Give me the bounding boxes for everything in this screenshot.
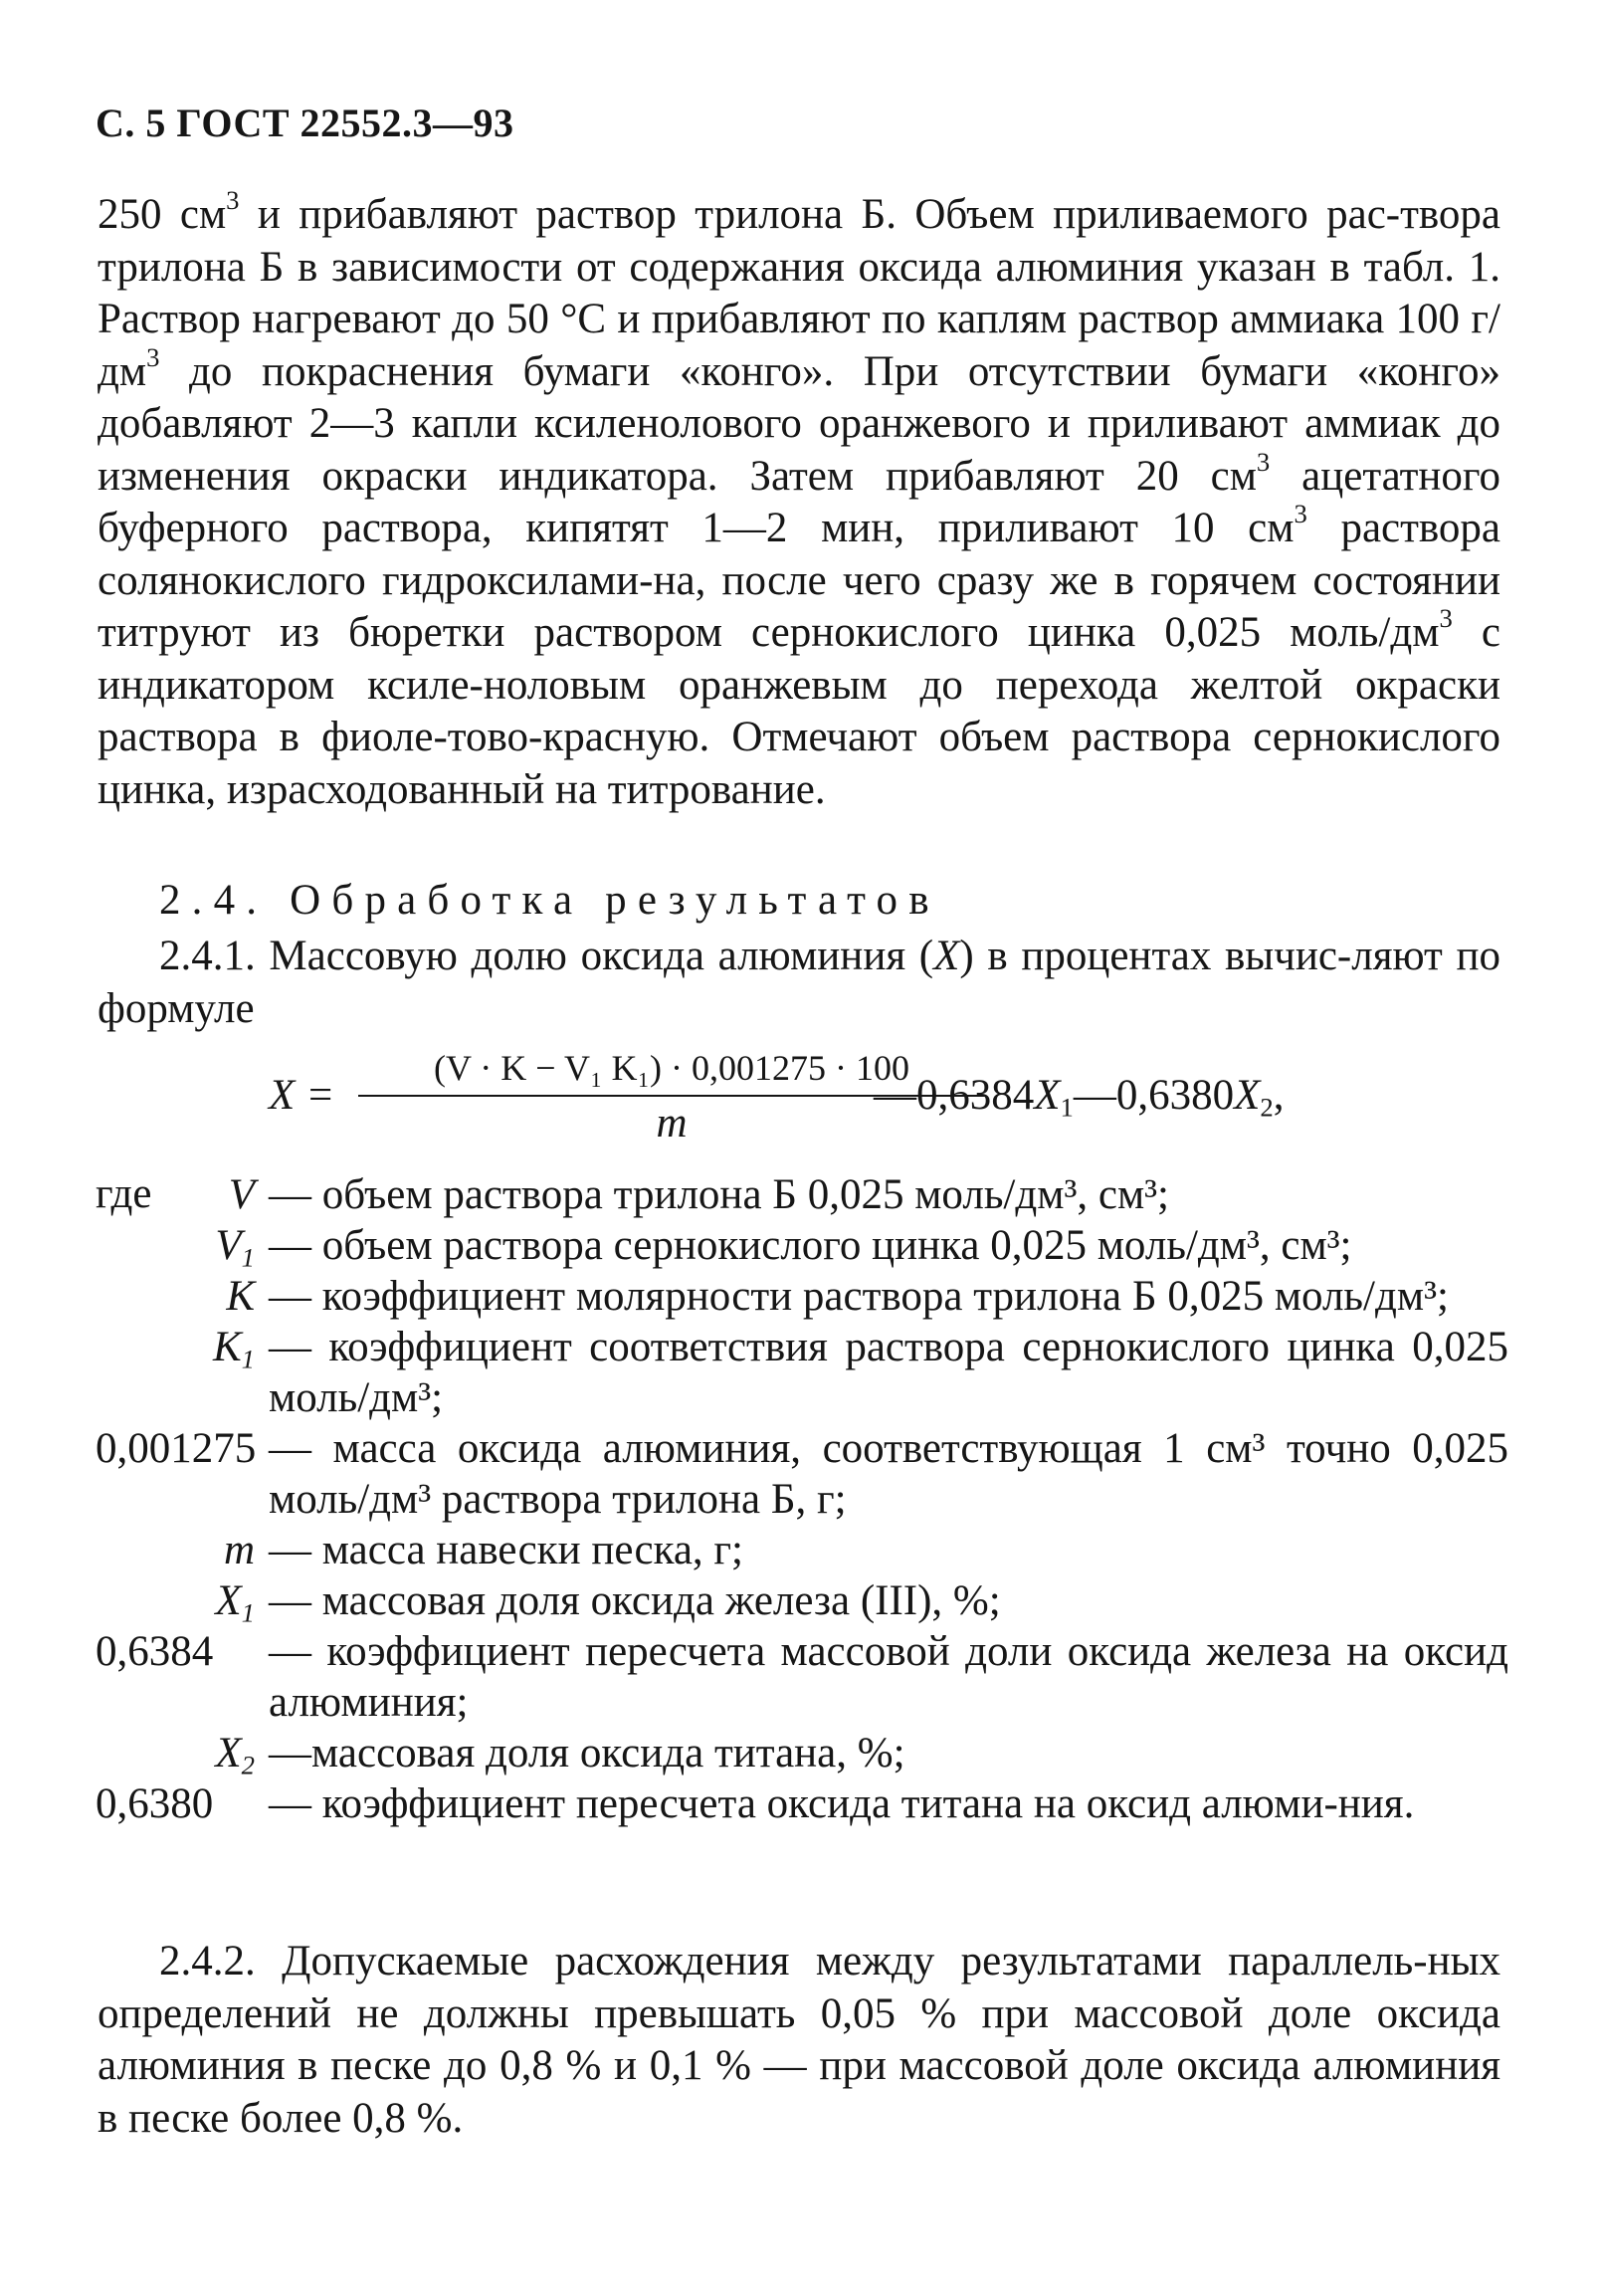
symbol — [96, 1169, 255, 1220]
text-run: ) в процентах вычис-ляют по формуле — [98, 933, 1500, 1032]
definition-text: — коэффициент соответствия раствора сернокислого цинка 0,025 моль/дм³; — [269, 1324, 1508, 1421]
definition-row — [96, 1626, 1508, 1728]
variable-x2: X — [1234, 1072, 1261, 1119]
formula-tail — [874, 1071, 1285, 1123]
formula-numerator: (V · K − V₁ K₁) · 0,001275 · 100 — [433, 1048, 910, 1088]
text-run: 250 см — [98, 191, 227, 238]
definition-text: — коэффициент молярности раствора трилона Б 0,025 моль/дм³; — [269, 1273, 1449, 1320]
symbol-letter: X — [215, 1577, 242, 1624]
formula-term: —0,6380 — [1073, 1072, 1235, 1119]
symbol — [96, 1728, 255, 1778]
variable-definitions — [96, 1169, 1508, 1829]
definition-row — [96, 1169, 1508, 1220]
coefficient: 0,6380 — [96, 1780, 214, 1827]
definition-row — [96, 1525, 1508, 1575]
subscript: 1 — [1060, 1092, 1074, 1123]
text-run: ацетатного буферного раствора, кипятят 1—2 мин, приливают 10 см — [98, 452, 1500, 551]
symbol — [96, 1220, 255, 1271]
symbol — [96, 1525, 255, 1575]
symbol-letter: V — [215, 1222, 242, 1269]
definition-text: — объем раствора трилона Б 0,025 моль/дм³, см³; — [269, 1171, 1169, 1218]
text-run: 2.4.1. Массовую долю оксида алюминия ( — [159, 933, 934, 979]
coefficient: 0,001275 — [96, 1425, 257, 1472]
symbol — [96, 1271, 255, 1322]
definition-row — [96, 1271, 1508, 1322]
formula-lhs: X — [269, 1072, 296, 1119]
variable-x1: X — [1034, 1072, 1061, 1119]
definition-row — [96, 1575, 1508, 1626]
subscript: 2 — [1260, 1092, 1274, 1123]
paragraph-procedure — [98, 184, 1501, 816]
paragraph-2-4-1 — [98, 931, 1500, 1035]
symbol-letter: m — [223, 1527, 255, 1573]
variable-x: X — [933, 933, 960, 979]
definition-text: — массовая доля оксида железа (III), %; — [269, 1577, 1001, 1624]
superscript: 3 — [1294, 498, 1307, 528]
symbol-subscript: 1 — [241, 1242, 255, 1273]
where-label: где — [96, 1170, 152, 1217]
definition-text: — коэффициент пересчета оксида титана на оксид алюми-ния. — [269, 1780, 1415, 1827]
superscript: 3 — [226, 184, 240, 215]
section-heading: 2.4. Обработка результатов — [159, 877, 940, 924]
page-header: С. 5 ГОСТ 22552.3—93 — [96, 101, 514, 145]
text-run: раствора солянокислого гидроксилами-на, после чего сразу же в горячем состоянии титруют из бюретки раствором сернокислого цинка 0,025 моль/дм — [98, 505, 1501, 656]
text-run: до покраснения бумаги «конго». При отсутствии бумаги «конго» добавляют 2—3 капли ксиленолового оранжевого и приливают аммиак до изменения окраски индикатора. Затем прибавляют 20 см — [98, 347, 1500, 500]
symbol-letter: K — [212, 1324, 242, 1370]
symbol-subscript: 1 — [241, 1344, 255, 1374]
formula-denominator: m — [656, 1100, 688, 1147]
definition-row — [96, 1322, 1508, 1423]
text-run: и прибавляют раствор трилона Б. Объем приливаемого рас-твора трилона Б в зависимости от содержания оксида алюминия указан в табл. 1. Раствор нагревают до 50 °С и прибавляют по каплям раствор аммиака 100 г/дм — [98, 191, 1501, 395]
superscript: 3 — [1439, 602, 1453, 633]
definition-row — [96, 1728, 1508, 1778]
symbol-letter: V — [228, 1171, 255, 1218]
formula-comma: , — [1273, 1072, 1285, 1119]
symbol-letter: K — [226, 1273, 255, 1320]
superscript: 3 — [1256, 446, 1271, 477]
definition-text: — коэффициент пересчета массовой доли оксида железа на оксид алюминия; — [269, 1628, 1508, 1726]
definition-row — [96, 1423, 1508, 1525]
symbol-letter: X — [215, 1730, 242, 1776]
symbol-subscript: 2 — [241, 1750, 255, 1780]
definition-text: —массовая доля оксида титана, %; — [269, 1730, 905, 1776]
definition-text: — масса оксида алюминия, соответствующая 1 см³ точно 0,025 моль/дм³ раствора трилона Б, г; — [269, 1425, 1508, 1523]
definition-row — [96, 1778, 1508, 1829]
formula-equals: = — [308, 1072, 333, 1119]
coefficient: 0,6384 — [96, 1628, 214, 1675]
formula — [269, 1047, 1502, 1166]
superscript: 3 — [146, 341, 160, 372]
definition-text: — масса навески песка, г; — [269, 1527, 743, 1573]
text-run: с индикатором ксиле-ноловым оранжевым до перехода желтой окраски раствора в фиоле-тово-красную. Отмечают объем раствора сернокислого цинка, израсходованный на титрование. — [98, 609, 1501, 813]
paragraph-2-4-2: 2.4.2. Допускаемые расхождения между результатами параллель-ных определений не должны превышать 0,05 % при массовой доле оксида алюминия в песке до 0,8 % и 0,1 % — при массовой доле оксида алюминия в песке более 0,8 %. — [98, 1938, 1500, 2142]
formula-term: —0,6384 — [874, 1072, 1035, 1119]
symbol-subscript: 1 — [241, 1597, 255, 1628]
definition-text: — объем раствора сернокислого цинка 0,025 моль/дм³, см³; — [269, 1222, 1352, 1269]
symbol — [96, 1575, 255, 1626]
symbol — [96, 1322, 255, 1372]
definition-row — [96, 1220, 1508, 1271]
